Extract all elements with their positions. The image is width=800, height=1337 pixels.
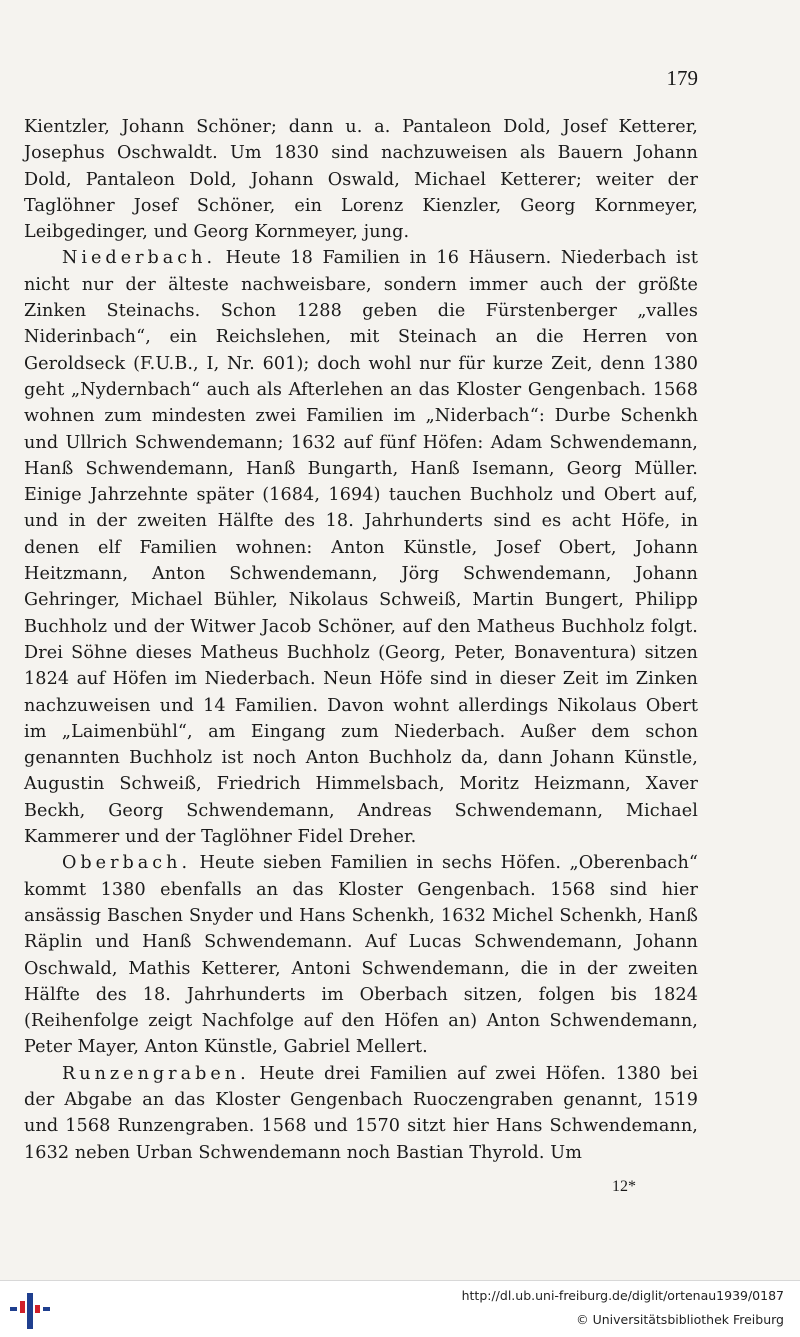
heading-runzengraben: Runzengraben. <box>62 1063 250 1084</box>
text-niederbach: Heute 18 Familien in 16 Häusern. Niederbach ist nicht nur der älteste nachweisbare, sondern immer auch der größte Zinken Steinachs. Schon 1288 geben die Fürstenberger „valles Niderinbach“, ein Reichslehen, mit Steinach an die Herren von Geroldseck (F.U.B., I, Nr. 601); doch wohl nur für kurze Zeit, denn 1380 geht „Nydernbach“ auch als Afterlehen an das Kloster Gengenbach. 1568 wohnen zum mindesten zwei Familien im „Niderbach“: Durbe Schenkh und Ullrich Schwendemann; 1632 auf fünf Höfen: Adam Schwendemann, Hanß Schwendemann, Hanß Bungarth, Hanß Isemann, Georg Müller. Einige Jahrzehnte später (1684, 1694) tauchen Buchholz und Obert auf, und in der zweiten Hälfte des 18. Jahrhunderts sind es acht Höfe, in denen elf Familien wohnen: Anton Künstle, Josef Obert, Johann Heitzmann, Anton Schwendemann, Jörg Schwendemann, Johann Gehringer, Michael Bühler, Nikolaus Schweiß, Martin Bungert, Philipp Buchholz und der Witwer Jacob Schöner, auf den Matheus Buchholz folgt. Drei Söhne dieses Matheus Buchholz (Georg, Peter, Bonaventura) sitzen 1824 auf Höfen im Niederbach. Neun Höfe sind in dieser Zeit im Zinken nachzuweisen und 14 Familien. Davon wohnt allerdings Nikolaus Obert im „Laimenbühl“, am Eingang zum Niederbach. Außer dem schon genannten Buchholz ist noch Anton Buchholz da, dann Johann Künstle, Augustin Schweiß, Friedrich Himmelsbach, Moritz Heizmann, Xaver Beckh, Georg Schwendemann, Andreas Schwendemann, Michael Kammerer und der Taglöhner Fidel Dreher. <box>24 248 698 848</box>
footer-copyright: © Universitätsbibliothek Freiburg <box>576 1312 784 1327</box>
paragraph-oberbach <box>24 850 698 1060</box>
ub-freiburg-logo-icon <box>8 1291 52 1331</box>
heading-niederbach: Niederbach. <box>62 248 217 269</box>
signature-mark: 12* <box>612 1178 636 1195</box>
text-oberbach: Heute sieben Familien in sechs Höfen. „Oberenbach“ kommt 1380 ebenfalls an das Kloster Gengenbach. 1568 sind hier ansässig Baschen Snyder und Hans Schenkh, 1632 Michel Schenkh, Hanß Räplin und Hanß Schwendemann. Auf Lucas Schwendemann, Johann Oschwald, Mathis Ketterer, Antoni Schwendemann, die in der zweiten Hälfte des 18. Jahrhunderts im Oberbach sitzen, folgen bis 1824 (Reihenfolge zeigt Nachfolge auf den Höfen an) Anton Schwendemann, Peter Mayer, Anton Künstle, Gabriel Mellert. <box>24 853 698 1058</box>
paragraph-runzengraben <box>24 1061 698 1166</box>
footer-url-link[interactable]: http://dl.ub.uni-freiburg.de/diglit/ortenau1939/0187 <box>461 1288 784 1303</box>
paragraph-niederbach <box>24 245 698 850</box>
heading-oberbach: Oberbach. <box>62 853 192 874</box>
paragraph-intro: Kientzler, Johann Schöner; dann u. a. Pantaleon Dold, Josef Ketterer, Josephus Oschwaldt. Um 1830 sind nachzuweisen als Bauern Johann Dold, Pantaleon Dold, Johann Oswald, Michael Ketterer; weiter der Taglöhner Josef Schöner, ein Lorenz Kienzler, Georg Kornmeyer, Leibgedinger, und Georg Kornmeyer, jung. <box>24 117 698 243</box>
page-text <box>24 114 698 1166</box>
footer-bar <box>0 1280 800 1337</box>
text-runzengraben: Heute drei Familien auf zwei Höfen. 1380 bei der Abgabe an das Kloster Gengenbach Ruoczengraben genannt, 1519 und 1568 Runzengraben. 1568 und 1570 sitzt hier Hans Schwendemann, 1632 neben Urban Schwendemann noch Bastian Thyrold. Um <box>24 1063 698 1163</box>
page-number: 179 <box>666 66 698 90</box>
